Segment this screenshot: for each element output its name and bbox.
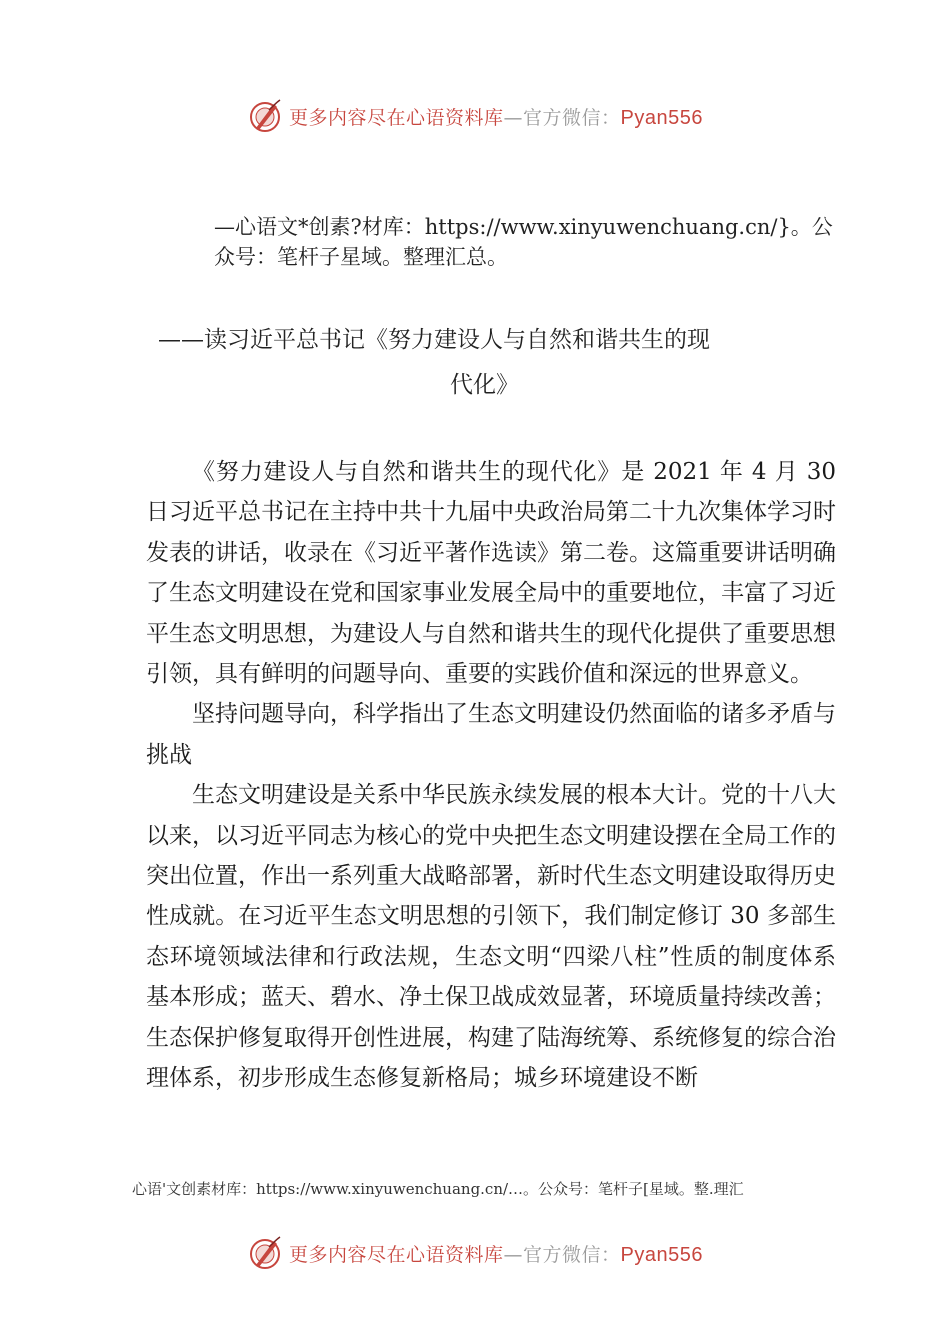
banner-dash: — (503, 106, 524, 129)
banner-wechat-id: Pyan556 (620, 1243, 703, 1266)
banner-dash: — (503, 1243, 524, 1266)
banner-wechat-id: Pyan556 (620, 106, 703, 129)
section-heading: 坚持问题导向，科学指出了生态文明建设仍然面临的诸多矛盾与挑战 (146, 701, 836, 768)
footer-watermark: 心语'文创素材库：https://www.xinyuwenchuang.cn/…。公众号：笔杆子[星域。整.理汇 (132, 1180, 744, 1198)
paragraph-achievements: 生态文明建设是关系中华民族永续发展的根本大计。党的十八大以来，以习近平同志为核心的党中央把生态文明建设摆在全局工作的突出位置，作出一系列重大战略部署，新时代生态文明建设取得历史性成就。在习近平生态文明思想的引领下，我们制定修订 30 多部生态环境领域法律和行政法规，生态文明“四梁八柱”性质的制度体系基本形成；蓝天、碧水、净土保卫战成效显著，环境质量持续改善；生态保护修复取得开创性进展，构建了陆海统筹、系统修复的综合治理体系，初步形成生态修复新格局；城乡环境建设不断 (146, 782, 836, 1092)
header-banner (0, 96, 950, 136)
footer-banner (0, 1233, 950, 1273)
banner-library-text: 更多内容尽在心语资料库 (289, 1243, 504, 1266)
banner-text (289, 103, 703, 130)
banner-library-text: 更多内容尽在心语资料库 (289, 106, 504, 129)
article-subtitle (158, 318, 798, 408)
watermark-header: —心语文*创素?材库：https://www.xinyuwenchuang.cn/}。公众号：笔杆子星域。整理汇总。 (214, 215, 833, 269)
banner-wechat-label: 官方微信： (523, 106, 621, 129)
banner-wechat-label: 官方微信： (523, 1243, 621, 1266)
subtitle-line-1: ——读习近平总书记《努力建设人与自然和谐共生的现 (158, 327, 710, 353)
banner-text (289, 1240, 703, 1267)
article-body (146, 452, 836, 1099)
quill-seal-logo-icon (247, 1235, 283, 1271)
quill-seal-logo-icon (247, 98, 283, 134)
subtitle-line-2: 代化》 (450, 372, 519, 398)
paragraph-intro: 《努力建设人与自然和谐共生的现代化》是 2021 年 4 月 30 日习近平总书记在主持中共十九届中央政治局第二十九次集体学习时发表的讲话，收录在《习近平著作选读》第二卷。这篇重要讲话明确了生态文明建设在党和国家事业发展全局中的重要地位，丰富了习近平生态文明思想，为建设人与自然和谐共生的现代化提供了重要思想引领，具有鲜明的问题导向、重要的实践价值和深远的世界意义。 (146, 459, 836, 688)
